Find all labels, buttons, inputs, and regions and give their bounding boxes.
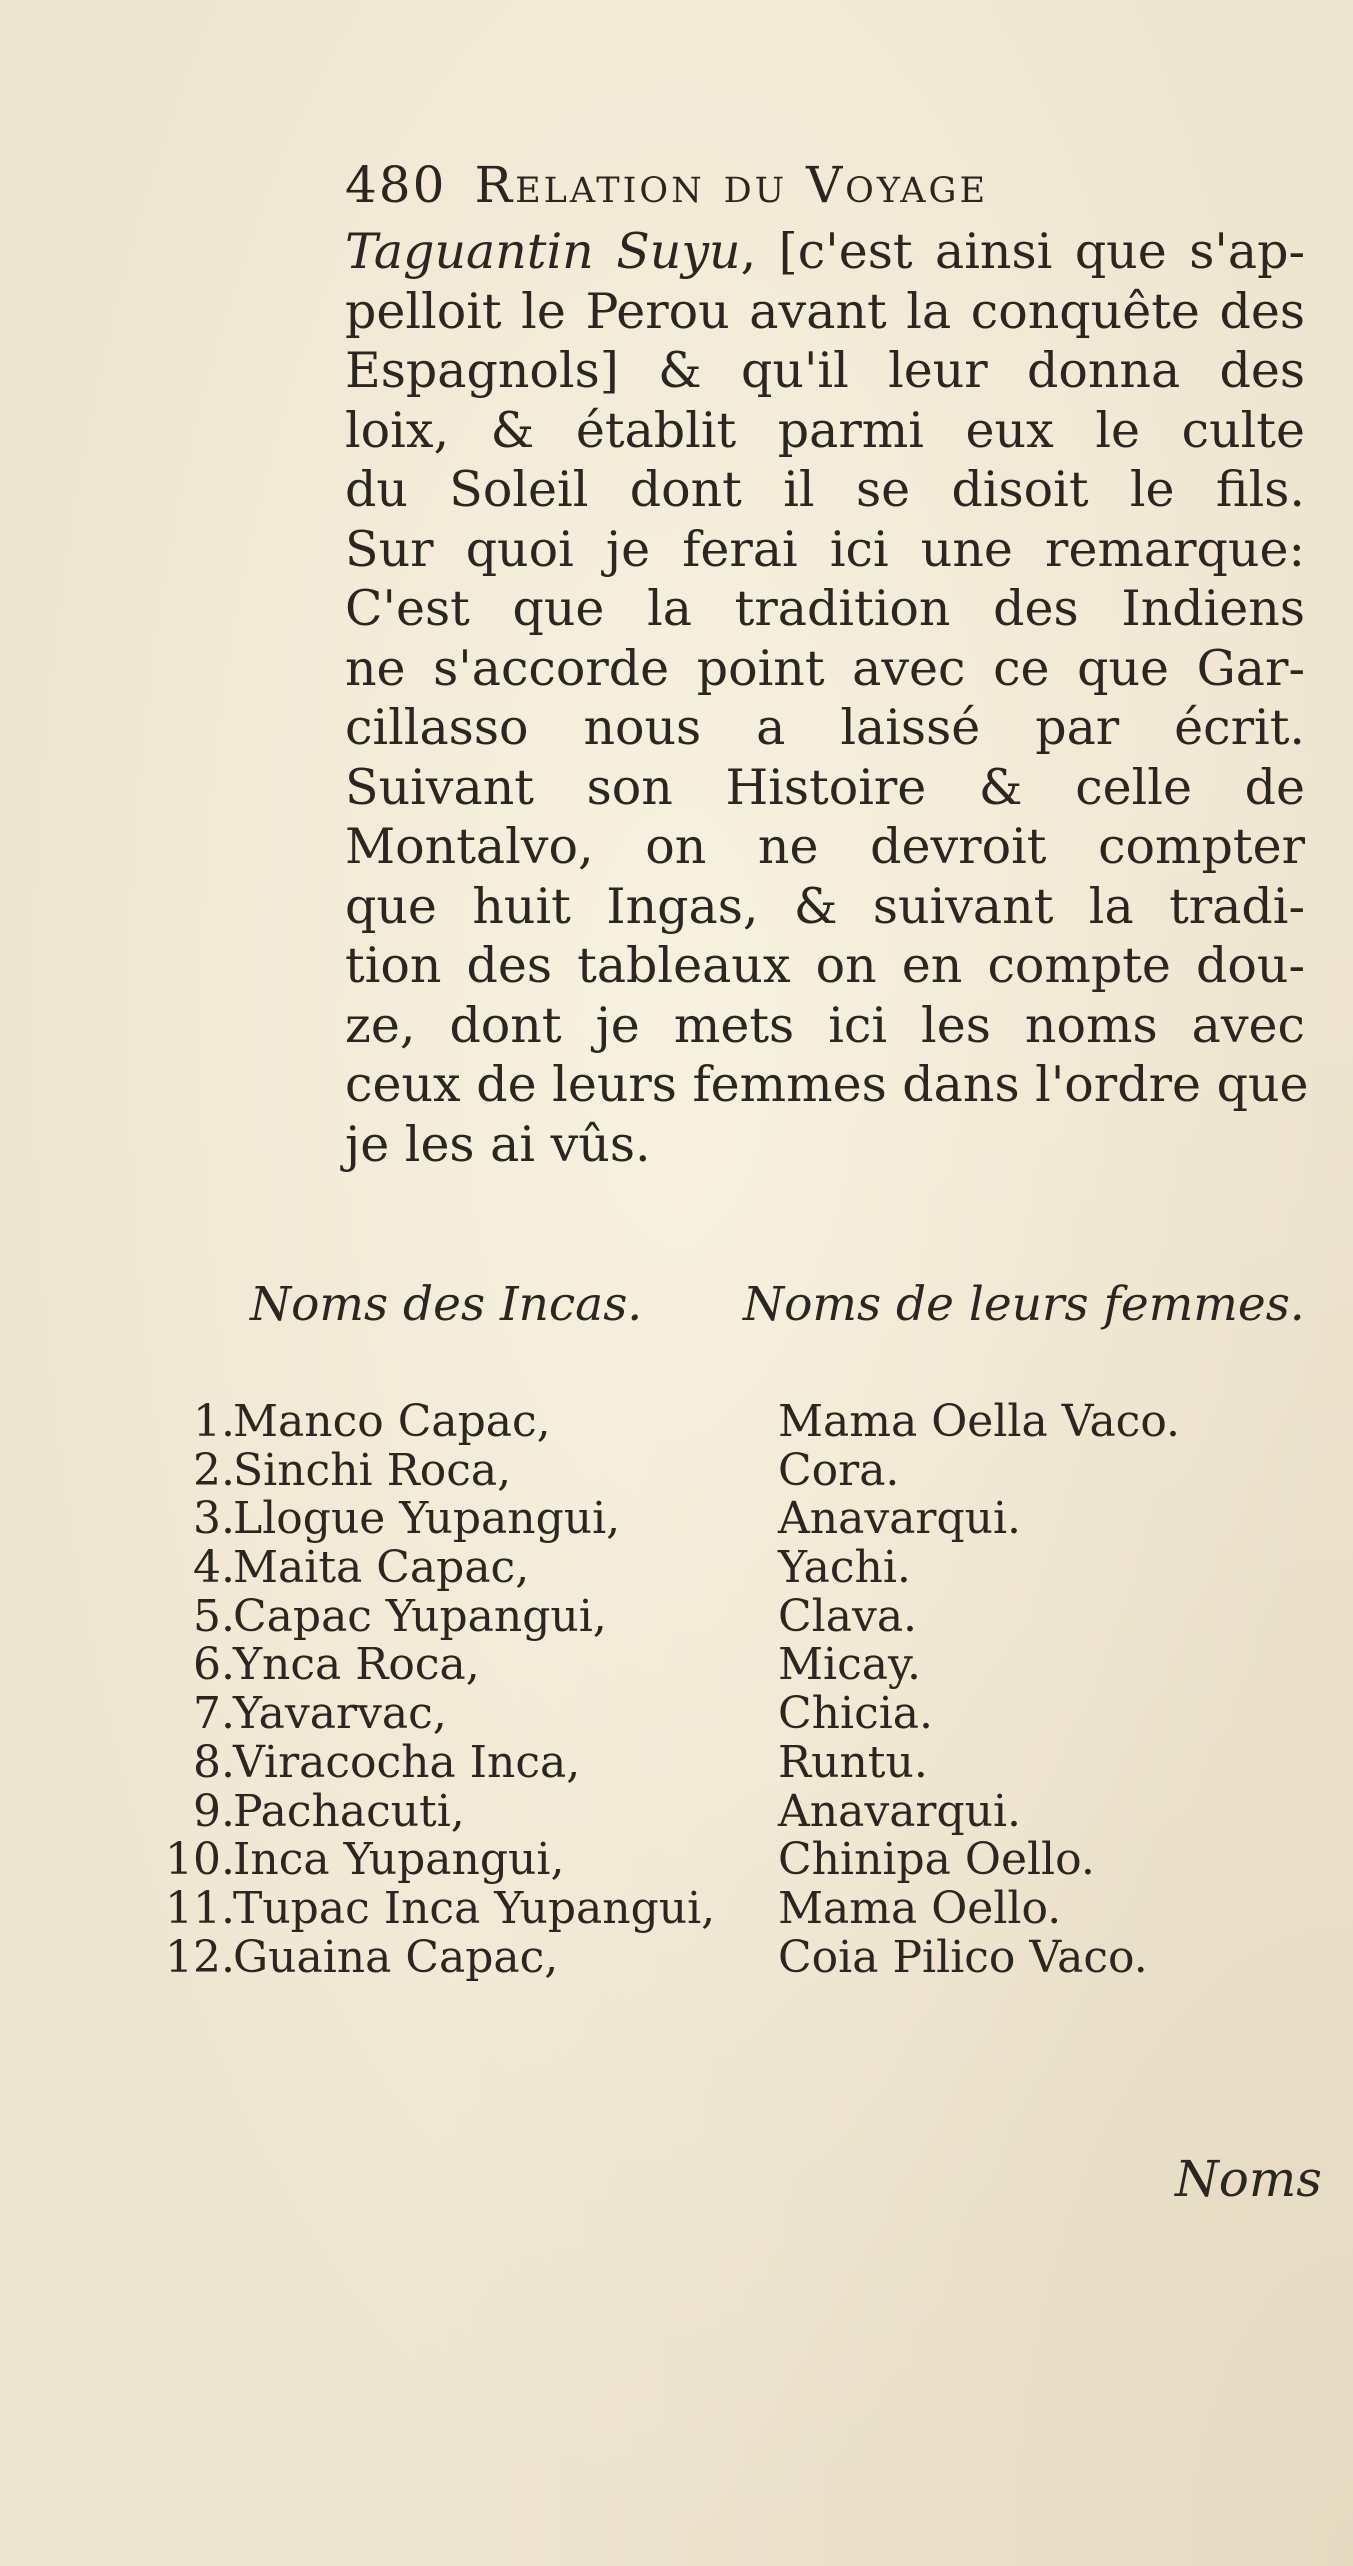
body-paragraph bbox=[345, 222, 1309, 1174]
text-line: Suivant son Histoire & celle de bbox=[345, 758, 1305, 816]
row-number: 4. bbox=[193, 1542, 235, 1594]
catchword: Noms bbox=[1175, 2150, 1322, 2208]
wife-name: Mama Oella Vaco. bbox=[778, 1396, 1181, 1447]
table-row bbox=[0, 1398, 1353, 1447]
text-line: pelloit le Perou avant la conquête des bbox=[345, 282, 1305, 340]
table-row bbox=[0, 1544, 1353, 1593]
text-line: Montalvo, on ne devroit compter bbox=[345, 818, 1305, 875]
table-row bbox=[0, 1590, 1353, 1642]
header-incas: Noms des Incas. bbox=[250, 1277, 643, 1332]
inca-name: Sinchi Roca, bbox=[233, 1444, 512, 1496]
inca-name: Ynca Roca, bbox=[233, 1639, 480, 1691]
row-number: 3. bbox=[193, 1493, 235, 1545]
inca-name: Manco Capac, bbox=[233, 1396, 551, 1447]
wife-name: Chinipa Oello. bbox=[778, 1834, 1095, 1886]
italic-term: Taguantin Suyu bbox=[345, 223, 741, 280]
wife-name: Runtu. bbox=[778, 1736, 928, 1788]
table-row bbox=[0, 1836, 1353, 1885]
wife-name: Anavarqui. bbox=[778, 1785, 1022, 1837]
inca-name: Yavarvac, bbox=[233, 1688, 447, 1740]
text-line: ze, dont je mets ici les noms avec bbox=[345, 996, 1305, 1054]
row-number: 10. bbox=[165, 1834, 235, 1886]
inca-name: Maita Capac, bbox=[233, 1542, 530, 1594]
table-row bbox=[0, 1495, 1353, 1544]
text-line: loix, & établit parmi eux le culte bbox=[345, 401, 1305, 459]
inca-name: Llogue Yupangui, bbox=[233, 1493, 621, 1545]
text-line: je les ai vûs. bbox=[345, 1115, 651, 1173]
row-number: 5. bbox=[193, 1590, 235, 1642]
text-line: cillasso nous a laissé par écrit. bbox=[345, 699, 1305, 756]
running-title: Relation du Voyage bbox=[474, 156, 989, 214]
wife-name: Coia Pilico Vaco. bbox=[778, 1931, 1148, 1983]
table-row bbox=[0, 1690, 1353, 1739]
row-number: 7. bbox=[193, 1688, 235, 1740]
inca-name: Inca Yupangui, bbox=[233, 1834, 565, 1886]
wife-name: Mama Oello. bbox=[778, 1882, 1062, 1934]
text-line: C'est que la tradition des Indiens bbox=[345, 580, 1305, 637]
text-line bbox=[345, 222, 1305, 282]
text-line: que huit Ingas, & suivant la tradi- bbox=[345, 877, 1305, 935]
wife-name: Cora. bbox=[778, 1444, 900, 1496]
text-line-content: , [c'est ainsi que s'ap- bbox=[740, 223, 1305, 280]
table-row bbox=[0, 1882, 1353, 1934]
text-line: tion des tableaux on en compte dou- bbox=[345, 937, 1305, 994]
inca-list bbox=[0, 1398, 1353, 1982]
table-row bbox=[0, 1785, 1353, 1837]
inca-name: Tupac Inca Yupangui, bbox=[233, 1882, 716, 1934]
wife-name: Micay. bbox=[778, 1639, 921, 1691]
row-number: 12. bbox=[165, 1931, 235, 1983]
table-row bbox=[0, 1736, 1353, 1788]
wife-name: Chicia. bbox=[778, 1688, 934, 1740]
table-row bbox=[0, 1931, 1353, 1983]
inca-name: Viracocha Inca, bbox=[233, 1736, 581, 1788]
row-number: 11. bbox=[165, 1882, 235, 1934]
row-number: 1. bbox=[193, 1396, 235, 1447]
wife-name: Clava. bbox=[778, 1590, 918, 1642]
header-wives: Noms de leurs femmes. bbox=[743, 1277, 1305, 1332]
row-number: 6. bbox=[193, 1639, 235, 1691]
table-row bbox=[0, 1444, 1353, 1496]
row-number: 2. bbox=[193, 1444, 235, 1496]
inca-name: Pachacuti, bbox=[233, 1785, 465, 1837]
row-number: 9. bbox=[193, 1785, 235, 1837]
wife-name: Yachi. bbox=[778, 1542, 911, 1594]
inca-name: Capac Yupangui, bbox=[233, 1590, 607, 1642]
text-line: du Soleil dont il se disoit le fils. bbox=[345, 461, 1305, 518]
page-number: 480 bbox=[345, 156, 447, 214]
inca-name: Guaina Capac, bbox=[233, 1931, 559, 1983]
row-number: 8. bbox=[193, 1736, 235, 1788]
text-line: ne s'accorde point avec ce que Gar- bbox=[345, 639, 1305, 697]
wife-name: Anavarqui. bbox=[778, 1493, 1022, 1545]
text-line: ceux de leurs femmes dans l'ordre que bbox=[345, 1056, 1309, 1113]
text-line: Espagnols] & qu'il leur donna des bbox=[345, 342, 1305, 399]
text-line: Sur quoi je ferai ici une remarque: bbox=[345, 520, 1305, 578]
running-head bbox=[345, 150, 988, 220]
table-row bbox=[0, 1641, 1353, 1690]
